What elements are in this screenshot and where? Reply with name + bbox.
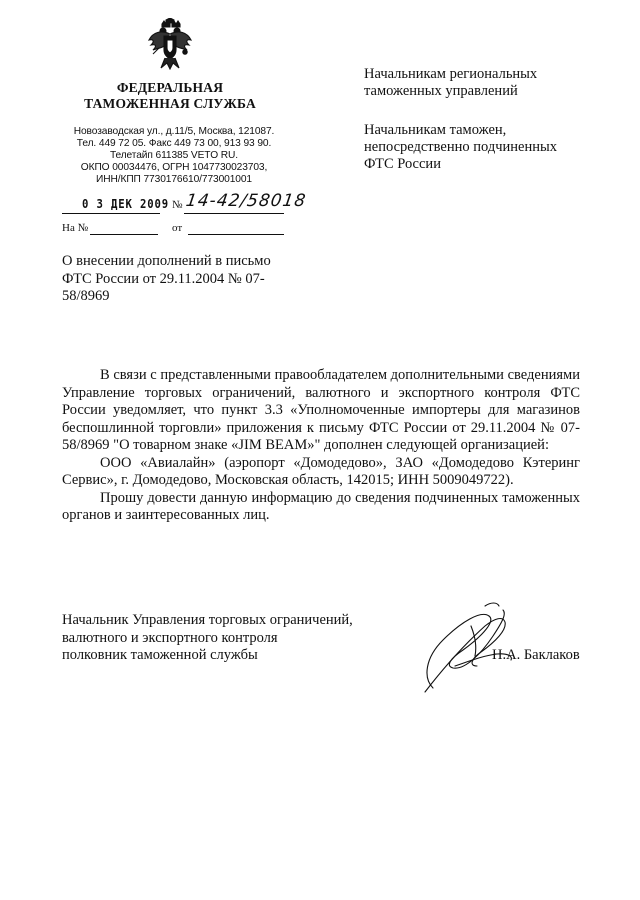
addressee-line: Начальникам региональных (364, 66, 538, 82)
addressee-line: ФТС России (364, 156, 441, 172)
body-paragraph: В связи с представленными правообладателем дополнительными сведениями Управление торговых ограничений, валютного и экспортного контроля ФТС России уведомляет, что пункт 3.3 «Уполномоченные импортеры для магазинов беспошлинной торговли» приложения к письму ФТС России от 29.11.2004 № 07-58/8969 "О товарном знаке «JIM BEAM»" дополнен следующей организацией: (62, 367, 580, 453)
position-line: полковник таможенной службы (62, 647, 258, 663)
russian-coat-of-arms-icon (147, 18, 193, 70)
subject-line: 58/8969 (62, 288, 110, 304)
addressee-customs (364, 122, 557, 173)
handwritten-signature-icon (415, 596, 525, 694)
letter-body (62, 367, 580, 525)
org-title-line2: ТАМОЖЕННАЯ СЛУЖБА (84, 96, 256, 111)
signatory-name: Н.А. Баклаков (492, 647, 580, 663)
reference-prefix: На № (62, 222, 89, 234)
contact-phones: Тел. 449 72 05. Факс 449 73 00, 913 93 90. (76, 138, 272, 149)
date-underline (62, 213, 160, 214)
subject-line: ФТС России от 29.11.2004 № 07- (62, 270, 265, 287)
number-underline (184, 213, 284, 214)
signatory-position (62, 612, 353, 665)
position-line: валютного и экспортного контроля (62, 629, 278, 646)
subject-line: О внесении дополнений в письмо (62, 253, 271, 269)
registration-number: 14-42/58018 (184, 191, 308, 211)
contact-okpo: ОКПО 00034476, ОГРН 1047730023703, (80, 162, 268, 173)
addressee-regional (364, 66, 537, 100)
registration-date: 0 3 ДЕК 2009 (82, 196, 169, 211)
body-paragraph: ООО «Авиалайн» (аэропорт «Домодедово», ЗАО «Домодедово Кэтеринг Сервис», г. Домодедово, Московская область, 142015; ИНН 5009049722). (62, 454, 580, 488)
letter-subject (62, 253, 271, 306)
contact-inn: ИНН/КПП 7730176610/773001001 (96, 174, 252, 185)
number-sign: № (172, 199, 183, 211)
addressee-line: непосредственно подчиненных (364, 139, 557, 155)
reference-number-line (90, 234, 158, 235)
contact-address: Новозаводская ул., д.11/5, Москва, 121087. (73, 126, 275, 137)
reference-date-line (188, 234, 284, 235)
addressee-line: Начальникам таможен, (364, 122, 507, 138)
position-line: Начальник Управления торговых ограничений, (62, 612, 353, 628)
reference-from: от (172, 222, 183, 234)
body-paragraph: Прошу довести данную информацию до сведения подчиненных таможенных органов и заинтересованных лиц. (62, 489, 580, 523)
addressee-line: таможенных управлений (364, 83, 518, 99)
org-title-line1: ФЕДЕРАЛЬНАЯ (116, 80, 224, 95)
contact-teletype: Телетайп 611385 VETO RU. (109, 150, 239, 161)
